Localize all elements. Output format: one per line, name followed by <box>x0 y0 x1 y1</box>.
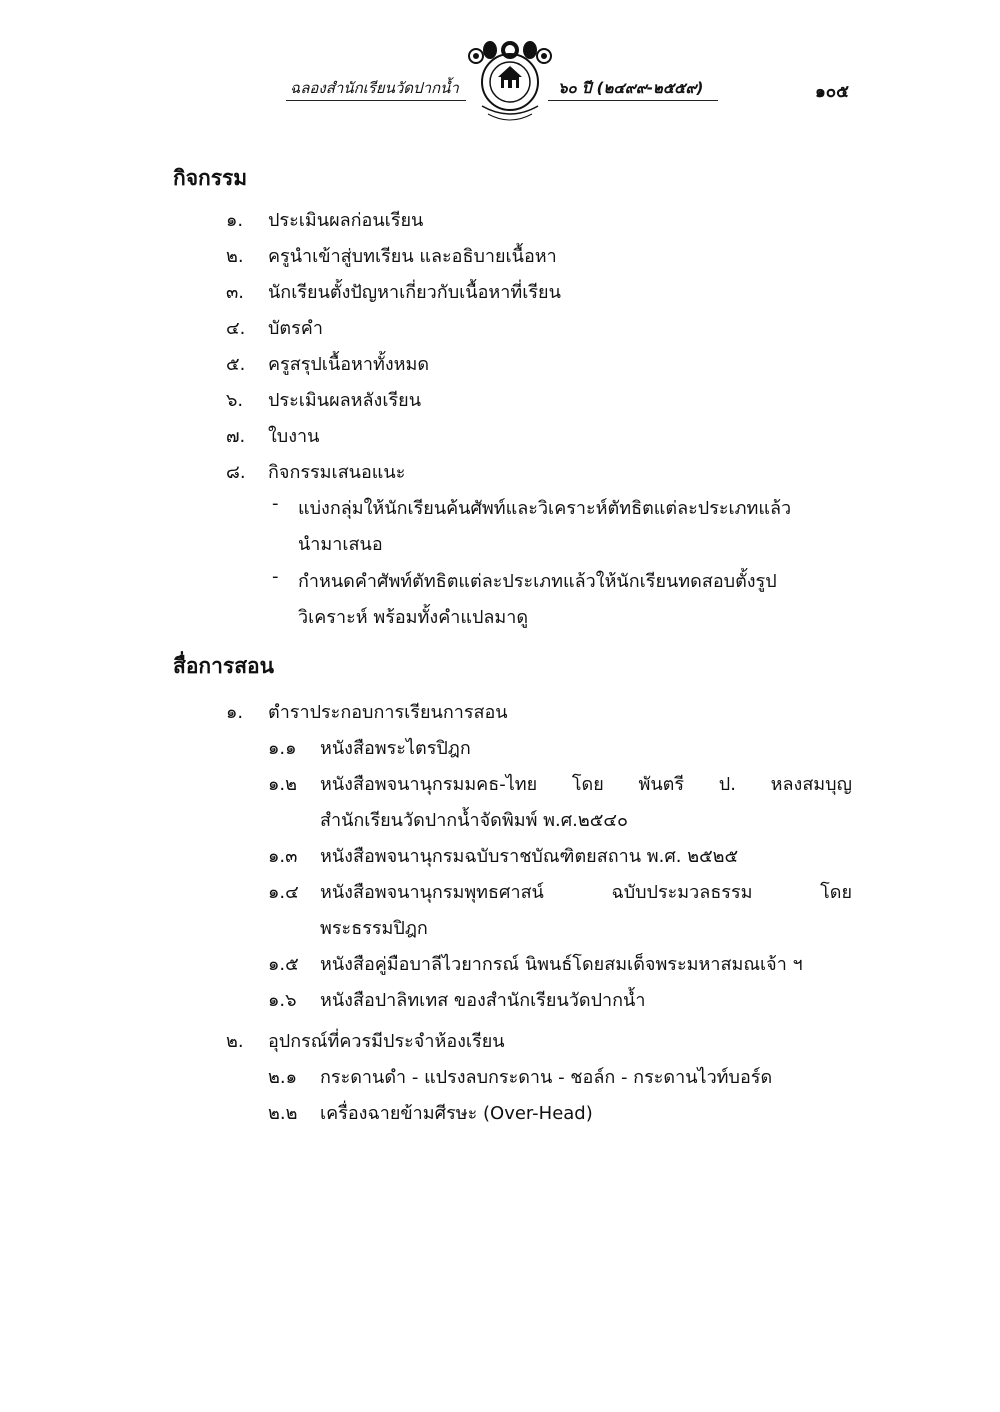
media-item-number: ๑.๒ <box>268 774 298 795</box>
activity-number: ๗. <box>226 426 246 447</box>
word: โดย <box>820 882 852 903</box>
media-section-number: ๒. <box>226 1031 244 1052</box>
word: หนังสือพจนานุกรมพุทธศาสน์ <box>320 882 544 903</box>
activity-number: ๑. <box>226 210 244 231</box>
activity-number: ๒. <box>226 246 244 267</box>
media-section-title: อุปกรณ์ที่ควรมีประจำห้องเรียน <box>268 1031 505 1052</box>
header-title: ฉลองสำนักเรียนวัดปากน้ำ <box>290 79 459 97</box>
media-item-number: ๒.๒ <box>268 1103 298 1124</box>
word: ป. <box>718 774 736 795</box>
header-underline-right <box>548 100 718 101</box>
media-item-number: ๒.๑ <box>268 1067 298 1088</box>
activity-text: ประเมินผลก่อนเรียน <box>268 210 424 231</box>
activity-number: ๖. <box>226 390 244 411</box>
sub-bullet: - <box>272 566 279 587</box>
header-underline-left <box>286 100 466 101</box>
media-item-text: เครื่องฉายข้ามศีรษะ (Over-Head) <box>320 1103 593 1124</box>
media-item-text: หนังสือพระไตรปิฎก <box>320 738 471 759</box>
media-item-number: ๑.๕ <box>268 954 299 975</box>
word: หลงสมบุญ <box>770 774 852 795</box>
sub-item-text-cont: นำมาเสนอ <box>298 534 383 555</box>
media-item-text-cont: สำนักเรียนวัดปากน้ำจัดพิมพ์ พ.ศ.๒๕๔๐ <box>320 810 628 831</box>
word: พันตรี <box>638 774 685 795</box>
header-anniversary: ๖๐ ปี (๒๔๙๙-๒๕๕๙) <box>558 79 704 97</box>
activity-text: นักเรียนตั้งปัญหาเกี่ยวกับเนื้อหาที่เรียน <box>268 282 561 303</box>
media-section-number: ๑. <box>226 702 244 723</box>
activity-number: ๘. <box>226 462 246 483</box>
activity-number: ๕. <box>226 354 246 375</box>
word: โดย <box>571 774 604 795</box>
media-heading: สื่อการสอน <box>173 654 275 678</box>
activity-text: ครูนำเข้าสู่บทเรียน และอธิบายเนื้อหา <box>268 246 557 267</box>
activity-text: ครูสรุปเนื้อหาทั้งหมด <box>268 354 430 375</box>
page-number: ๑๐๕ <box>815 82 850 102</box>
media-item-text: หนังสือพจนานุกรมฉบับราชบัณฑิตยสถาน พ.ศ. ๒๕๒๕ <box>320 846 739 867</box>
activities-heading: กิจกรรม <box>173 166 248 190</box>
media-item-text: กระดานดำ - แปรงลบกระดาน - ชอล์ก - กระดานไวท์บอร์ด <box>320 1067 773 1088</box>
word: ฉบับประมวลธรรม <box>611 882 753 903</box>
media-item-text <box>320 877 852 906</box>
sub-item-text-cont: วิเคราะห์ พร้อมทั้งคำแปลมาดู <box>298 607 529 628</box>
sub-item-text: กำหนดคำศัพท์ตัทธิตแต่ละประเภทแล้วให้นักเรียนทดสอบตั้งรูป <box>298 571 777 592</box>
activity-text: ใบงาน <box>268 426 320 447</box>
media-item-text <box>320 769 852 798</box>
activity-number: ๓. <box>226 282 245 303</box>
media-item-text: หนังสือคู่มือบาลีไวยากรณ์ นิพนธ์โดยสมเด็จพระมหาสมณเจ้า ฯ <box>320 954 803 975</box>
media-item-number: ๑.๖ <box>268 990 297 1011</box>
media-item-text: หนังสือปาลิทเทส ของสำนักเรียนวัดปากน้ำ <box>320 990 646 1011</box>
media-section-title: ตำราประกอบการเรียนการสอน <box>268 702 508 723</box>
media-item-number: ๑.๑ <box>268 738 297 759</box>
media-item-number: ๑.๔ <box>268 882 299 903</box>
sub-item-text: แบ่งกลุ่มให้นักเรียนค้นศัพท์และวิเคราะห์ตัทธิตแต่ละประเภทแล้ว <box>298 498 792 519</box>
media-item-number: ๑.๓ <box>268 846 298 867</box>
activity-text: กิจกรรมเสนอแนะ <box>268 462 406 483</box>
activity-number: ๔. <box>226 318 246 339</box>
temple-seal-icon <box>460 36 560 126</box>
media-item-text-cont: พระธรรมปิฎก <box>320 918 428 939</box>
activity-text: ประเมินผลหลังเรียน <box>268 390 422 411</box>
sub-bullet: - <box>272 493 279 514</box>
word: หนังสือพจนานุกรมมคธ-ไทย <box>320 774 538 795</box>
activity-text: บัตรคำ <box>268 318 323 339</box>
